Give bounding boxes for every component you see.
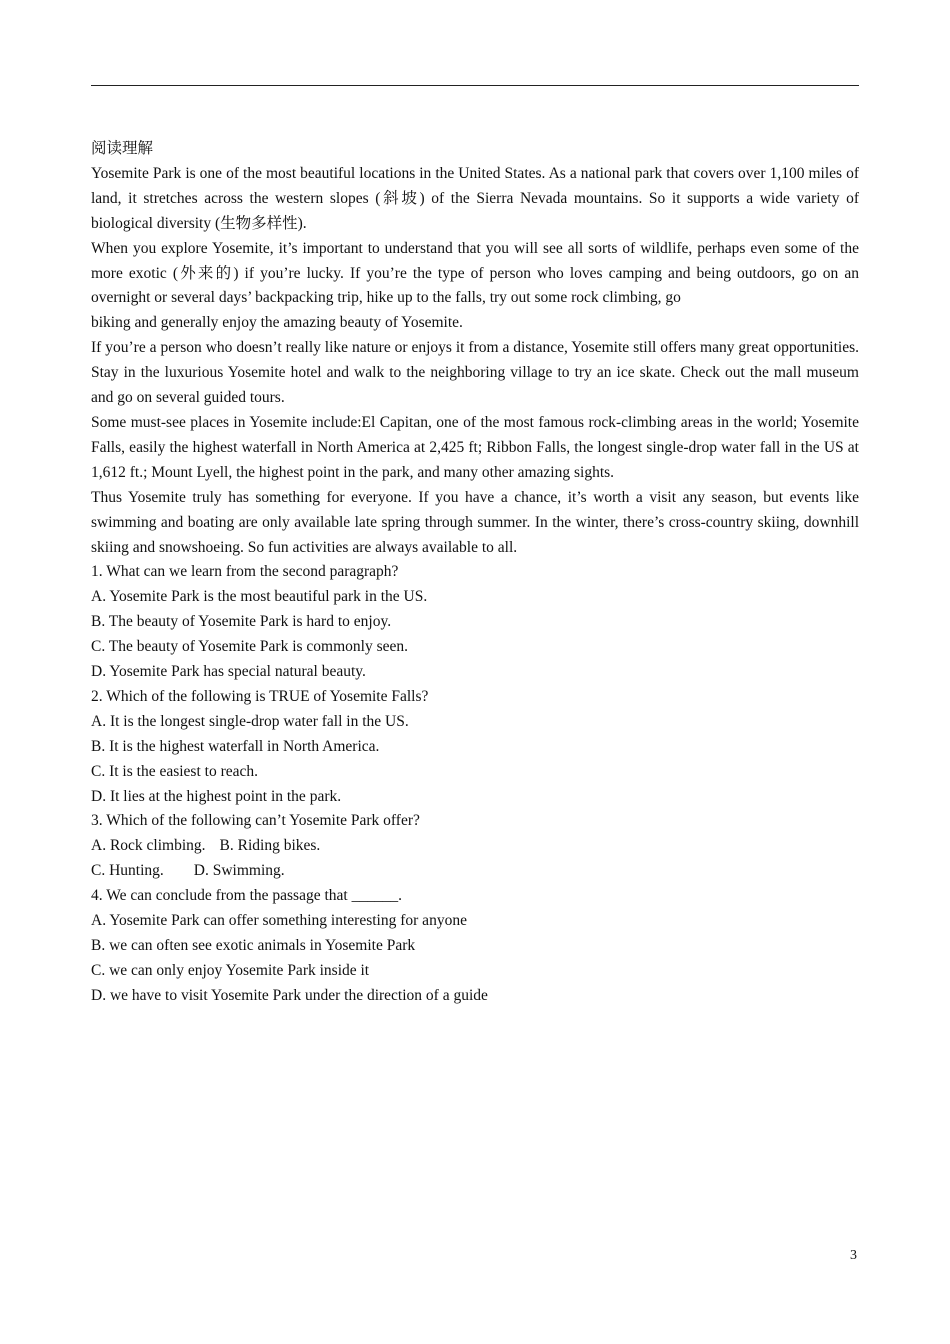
- header-rule: [91, 85, 859, 86]
- passage-paragraph-3: If you’re a person who doesn’t really like nature or enjoys it from a distance, Yosemite still offers many great opportunities. Stay in the luxurious Yosemite hotel and walk to the neighboring village to try an ice skate. Check out the mall museum and go on several guided tours.: [91, 339, 859, 407]
- question-4-option-c: C. we can only enjoy Yosemite Park inside it: [91, 961, 370, 979]
- question-3-options-cd: [91, 859, 859, 884]
- question-2-stem: 2. Which of the following is TRUE of Yosemite Falls?: [91, 687, 429, 705]
- question-2-option-d: D. It lies at the highest point in the park.: [91, 787, 342, 805]
- question-4-option-d: D. we have to visit Yosemite Park under the direction of a guide: [91, 986, 488, 1004]
- passage-paragraph-5: Thus Yosemite truly has something for everyone. If you have a chance, it’s worth a visit any season, but events like swimming and boating are only available late spring through summer. In the winter, there’s cross-country skiing, downhill skiing and snowshoeing. So fun activities are always available to all.: [91, 488, 859, 556]
- question-2-option-c: C. It is the easiest to reach.: [91, 762, 259, 780]
- section-title: 阅读理解: [91, 140, 154, 157]
- question-3-options-ab: [91, 834, 859, 859]
- passage-paragraph-1: Yosemite Park is one of the most beautiful locations in the United States. As a national park that covers over 1,100 miles of land, it stretches across the western slopes (斜坡) of the Sierra Nevada mountains. So it supports a wide variety of biological diversity (生物多样性).: [91, 164, 859, 232]
- question-3-option-a: A. Rock climbing.: [91, 837, 206, 855]
- question-4-option-b: B. we can often see exotic animals in Yosemite Park: [91, 937, 416, 954]
- question-1-stem: 1. What can we learn from the second paragraph?: [91, 563, 399, 581]
- question-3-option-c: C. Hunting.: [91, 862, 164, 880]
- question-1-option-d: D. Yosemite Park has special natural beauty.: [91, 663, 366, 681]
- question-1-option-c: C. The beauty of Yosemite Park is commonly seen.: [91, 638, 409, 656]
- question-1-option-a: A. Yosemite Park is the most beautiful park in the US.: [91, 588, 428, 606]
- reading-comprehension: [91, 137, 859, 1009]
- page-number: 3: [850, 1248, 857, 1263]
- passage-paragraph-2: When you explore Yosemite, it’s important to understand that you will see all sorts of wildlife, perhaps even some of the more exotic (外来的) if you’re lucky. If you’re the type of person who loves camping and being outdoors, go on an overnight or several days’ backpacking trip, hike up to the falls, try out some rock climbing, go: [91, 239, 859, 307]
- question-3-option-d: D. Swimming.: [193, 862, 285, 880]
- passage-paragraph-4: Some must-see places in Yosemite include:El Capitan, one of the most famous rock-climbing areas in the world; Yosemite Falls, easily the highest waterfall in North America at 2,425 ft; Ribbon Falls, the longest single-drop water fall in the US at 1,612 ft.; Mount Lyell, the highest point in the park, and many other amazing sights.: [91, 413, 859, 481]
- question-3-stem: 3. Which of the following can’t Yosemite Park offer?: [91, 812, 420, 830]
- question-4-option-a: A. Yosemite Park can offer something interesting for anyone: [91, 912, 467, 930]
- question-1-option-b: B. The beauty of Yosemite Park is hard to enjoy.: [91, 613, 392, 631]
- question-3-option-b: B. Riding bikes.: [219, 837, 321, 855]
- question-2-option-b: B. It is the highest waterfall in North America.: [91, 737, 380, 755]
- passage-paragraph-2-continued: biking and generally enjoy the amazing beauty of Yosemite.: [91, 314, 463, 332]
- question-2-option-a: A. It is the longest single-drop water fall in the US.: [91, 712, 409, 730]
- question-4-stem: 4. We can conclude from the passage that ______.: [91, 887, 402, 905]
